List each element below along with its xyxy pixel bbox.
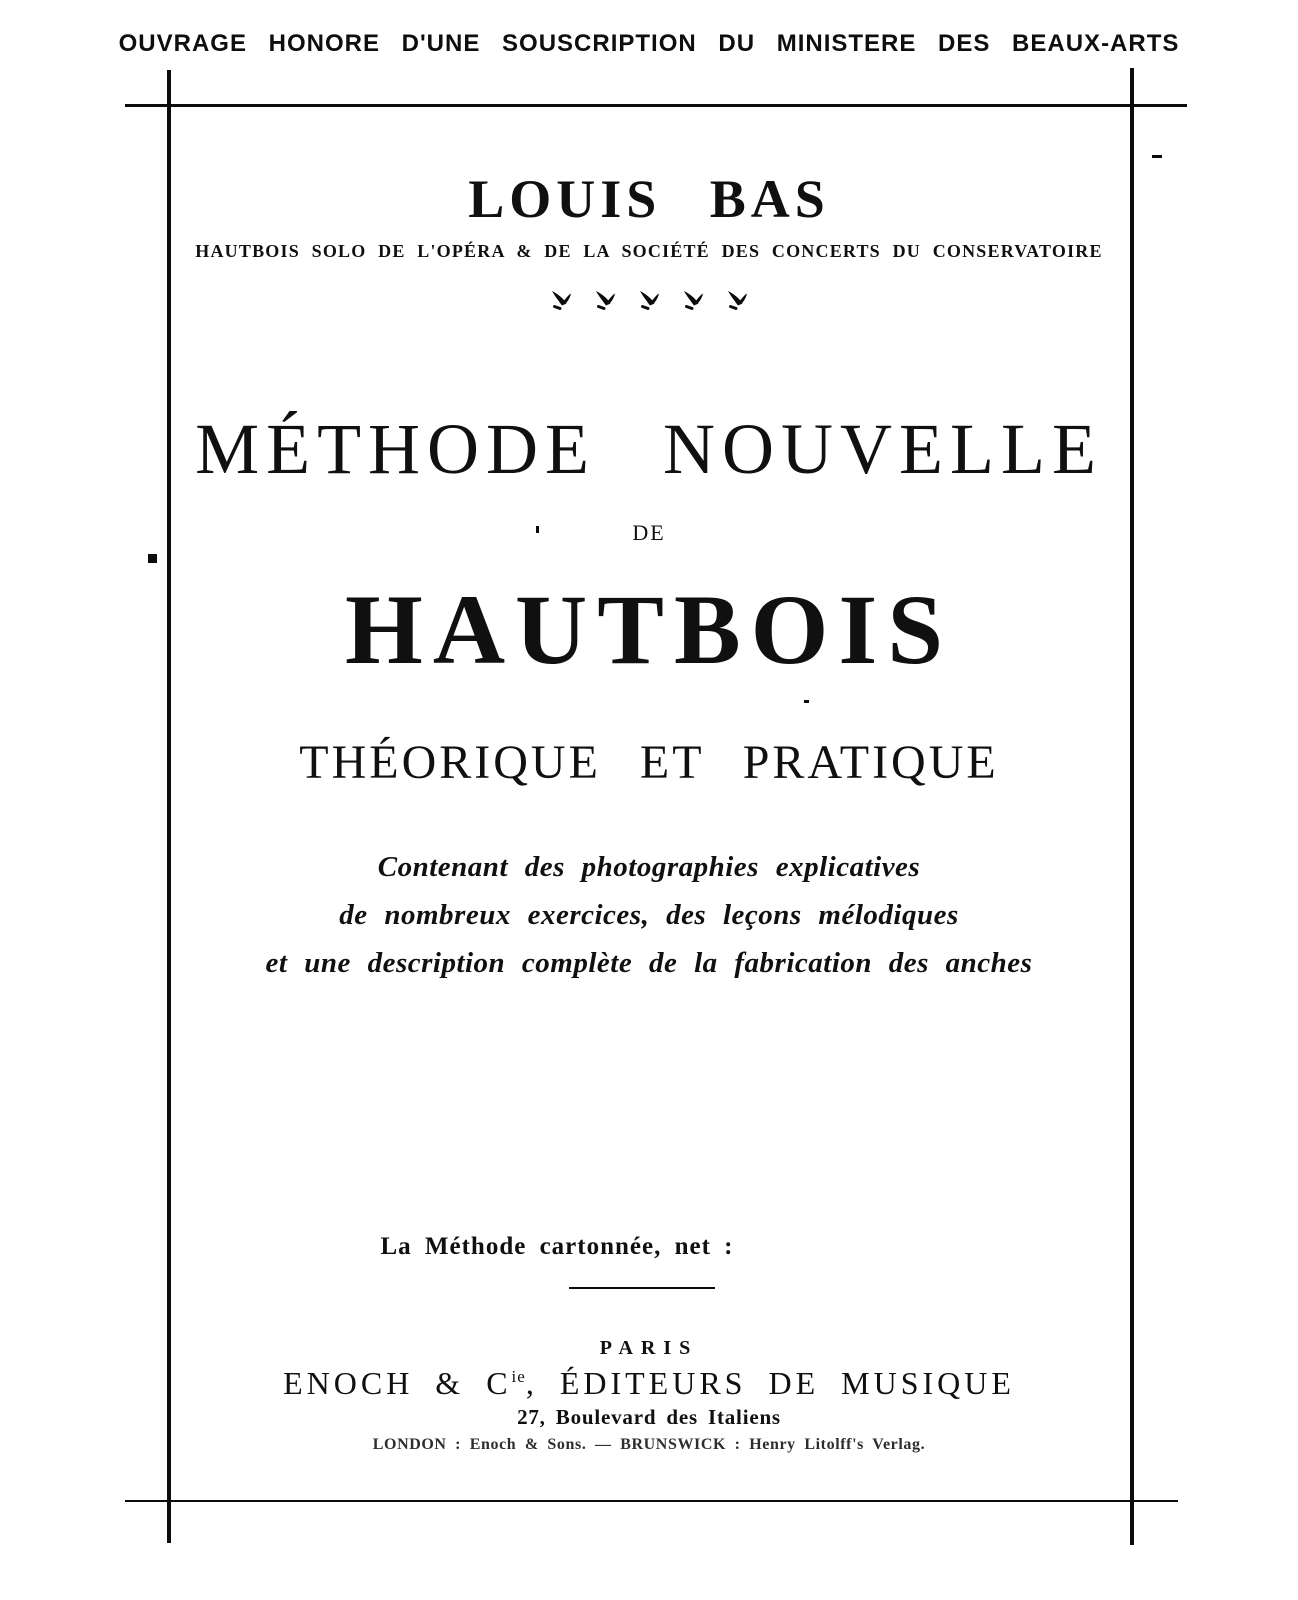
price-label: La Méthode cartonnée, net : [380, 1233, 734, 1260]
scan-artifact [804, 700, 809, 703]
frame-bottom-line [125, 1500, 1178, 1502]
fleuron-leaf-icon [682, 288, 704, 312]
author-subtitle: HAUTBOIS SOLO DE L'OPÉRA & DE LA SOCIÉTÉ DES CONCERTS DU CONSERVATOIRE [195, 241, 1103, 261]
title-line-methode-nouvelle: MÉTHODE NOUVELLE [195, 409, 1103, 489]
publisher-name-prefix: ENOCH & C [283, 1365, 512, 1401]
fleuron-leaf-icon [594, 288, 616, 312]
ornament-row [0, 288, 1298, 312]
header-note: OUVRAGE HONORE D'UNE SOUSCRIPTION DU MINISTERE DES BEAUX-ARTS [118, 30, 1180, 57]
title-main-hautbois: HAUTBOIS [345, 574, 953, 685]
publisher-name-suffix: , ÉDITEURS DE MUSIQUE [525, 1365, 1015, 1401]
description-block [0, 843, 1298, 987]
imprint-address: 27, Boulevard des Italiens [517, 1405, 781, 1429]
fleuron-leaf-icon [726, 288, 748, 312]
fleuron-leaf-icon [550, 288, 572, 312]
publisher-superscript: ie [511, 1367, 526, 1386]
scan-artifact [148, 554, 157, 563]
imprint-foreign-agents: LONDON : Enoch & Sons. — BRUNSWICK : Henry Litolff's Verlag. [372, 1436, 926, 1453]
title-connector-de: DE [632, 520, 666, 545]
imprint-city: PARIS [599, 1337, 699, 1359]
separator-rule [569, 1287, 715, 1289]
frame-top-line [125, 104, 1187, 107]
description-line: et une description complète de la fabrication des anches [265, 947, 1033, 979]
author-name: LOUIS BAS [468, 169, 830, 229]
description-line: Contenant des photographies explicatives [377, 851, 921, 883]
description-line: de nombreux exercices, des leçons mélodiques [339, 899, 959, 931]
title-subtitle: THÉORIQUE ET PRATIQUE [299, 736, 999, 789]
fleuron-leaf-icon [638, 288, 660, 312]
scan-artifact [1152, 155, 1162, 158]
imprint-publisher [0, 1365, 1298, 1402]
